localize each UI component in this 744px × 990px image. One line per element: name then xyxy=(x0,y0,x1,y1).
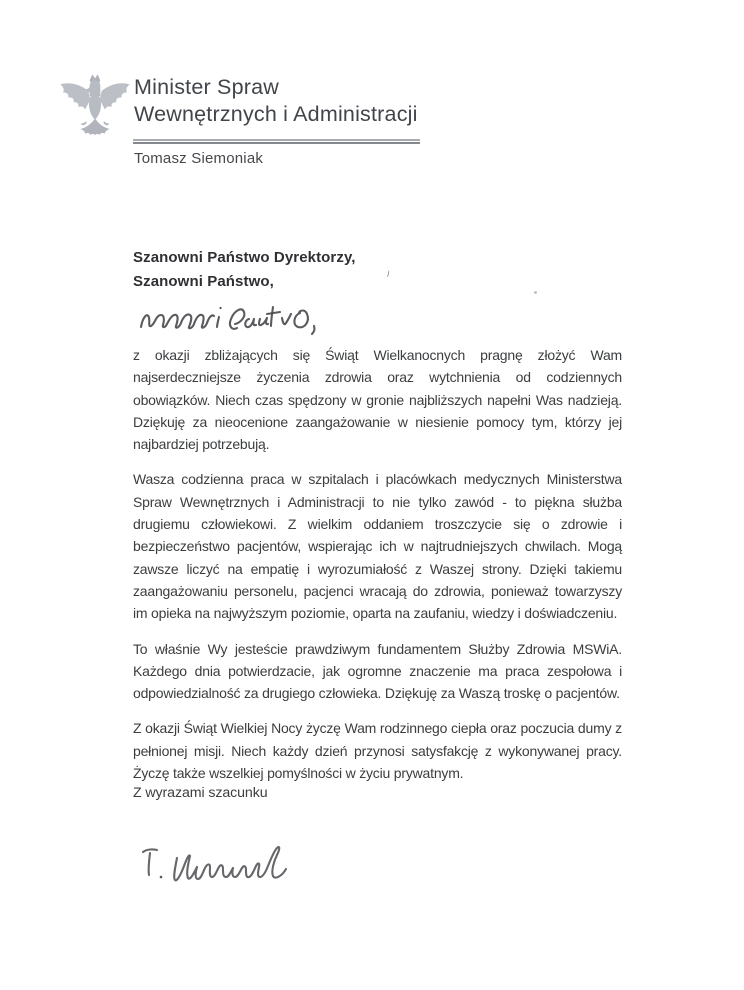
salutation-block xyxy=(133,246,356,294)
paragraph-1: z okazji zbliżających się Świąt Wielkanocnych pragnę złożyć Wam najserdeczniejsze życzenia zdrowia oraz wytchnienia od codziennych obowiązków. Niech czas spędzony w gronie najbliższych napełni Was nadzieją. Dziękuję za nieocenione zaangażowanie w niesienie pomocy tym, którzy jej najbardziej potrzebują. xyxy=(133,347,622,453)
ministry-title-line1: Minister Spraw xyxy=(134,75,279,99)
scan-artifact-dot xyxy=(534,291,537,294)
scan-artifact-mark xyxy=(384,270,390,278)
salutation-line2: Szanowni Państwo, xyxy=(133,273,274,290)
paragraph-2: Wasza codzienna praca w szpitalach i placówkach medycznych Ministerstwa Spraw Wewnętrznych i Administracji to nie tylko zawód - to piękna służba drugiemu człowiekowi. Z wielkim oddaniem troszczycie się o zdrowie i bezpieczeństwo pacjentów, wspierając ich w najtrudniejszych chwilach. Mogą zawsze liczyć na empatię i wyrozumiałość z Waszej strony. Dzięki takiemu zaangażowaniu personelu, pacjenci wracają do zdrowia, ponieważ towarzyszy im opieka na najwyższym poziomie, oparta na zaufaniu, wiedzy i doświadczeniu. xyxy=(133,471,622,622)
letter-body xyxy=(133,344,622,797)
ministry-title-line2: Wewnętrznych i Administracji xyxy=(134,102,418,126)
paragraph-3: To właśnie Wy jesteście prawdziwym fundamentem Służby Zdrowia MSWiA. Każdego dnia potwierdzacie, jak ogromne znaczenie ma praca zespołowa i odpowiedzialność za drugiego człowieka. Dziękuję za Waszą troskę o pacjentów. xyxy=(133,640,622,702)
handwritten-salutation xyxy=(134,292,339,340)
paragraph-4: Z okazji Świąt Wielkiej Nocy życzę Wam rodzinnego ciepła oraz poczucia dumy z pełnionej misji. Niech każdy dzień przynosi satysfakcję z wykonywanej pracy. Życzę także wszelkiej pomyślności w życiu prywatnym. xyxy=(133,720,622,782)
closing-phrase: Z wyrazami szacunku xyxy=(133,785,268,801)
salutation-line1: Szanowni Państwo Dyrektorzy, xyxy=(133,249,356,266)
ministry-title xyxy=(134,74,418,128)
polish-eagle-emblem-icon xyxy=(55,71,135,155)
header-divider xyxy=(133,139,420,144)
official-name: Tomasz Siemoniak xyxy=(134,150,264,167)
handwritten-signature xyxy=(133,836,328,894)
